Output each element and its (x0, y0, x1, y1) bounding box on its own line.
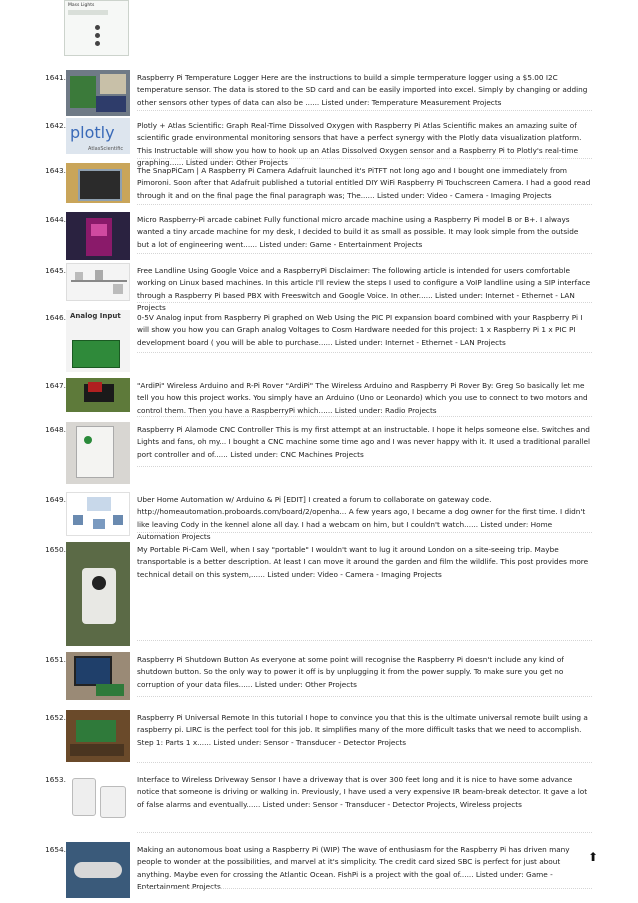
entry-description[interactable]: My Portable Pi-Cam Well, when I say "portable" I wouldn't want to lug it around London on a site-seeing trip. Maybe transportable is a better description. At least I can move it around the garden and film the wildlife. This post provides more technical detail on this system,...... Listed under: Video - Camera - Imaging Projects (137, 545, 589, 579)
divider (137, 466, 592, 467)
entry-thumbnail[interactable] (66, 652, 130, 700)
entry-thumbnail[interactable] (66, 263, 130, 301)
list-item (0, 310, 638, 372)
entry-description[interactable]: Plotly + Atlas Scientific: Graph Real-Time Dissolved Oxygen with Raspberry Pi Atlas Scientific makes an amazing suite of scientific grade environmental monitoring sensors that have a perfect synergy with the Plotly data visualization platform. This Instructable will show you how to hook up an Atlas Dissolved Oxygen sensor and a Raspberry Pi to Plotly's real-time graphing...... Listed under: Other Projects (137, 121, 582, 167)
entry-description[interactable]: Raspberry Pi Temperature Logger Here are the instructions to build a simple termperature logger using a $5.00 I2C temperature sensor. The data is stored to the SD card and can be easily imported into excel. Simply by changing or adding other sensors other types of data can also be ...... Listed under: Temperature Measurement Projects (137, 73, 588, 107)
entry-thumbnail[interactable] (66, 542, 130, 646)
entry-number: 1644. (45, 215, 66, 224)
entry-thumbnail[interactable] (66, 842, 130, 898)
top-partial-thumbnail[interactable] (64, 0, 129, 56)
entry-thumbnail[interactable] (66, 422, 130, 484)
entry-description[interactable]: "ArdiPi" Wireless Arduino and R-Pi Rover "ArdiPi" The Wireless Arduino and Raspberry Pi Rover By: Greg So basically let me tell you how this project works. You simply have an Arduino (Uno or Leonardo) which you use to connect to two motors and control them. Then you have a RaspberryPi which...... Listed under: Radio Projects (137, 381, 588, 415)
divider (137, 416, 592, 417)
entry-thumbnail[interactable] (66, 310, 130, 372)
entry-thumbnail[interactable] (66, 710, 130, 762)
entry-thumbnail[interactable] (66, 772, 130, 836)
list-item (0, 492, 638, 541)
entry-thumbnail[interactable] (66, 378, 130, 412)
scroll-to-top-icon[interactable]: ⬆ (588, 850, 599, 864)
divider (137, 253, 592, 254)
list-item (0, 842, 638, 898)
entry-thumbnail[interactable] (66, 163, 130, 203)
divider (137, 352, 592, 353)
list-item (0, 263, 638, 312)
thumb-caption: AtlasScientific (88, 146, 124, 152)
list-item (0, 542, 638, 646)
thumb-caption: plotly (70, 123, 115, 142)
entry-number: 1653. (45, 775, 66, 784)
entry-thumbnail[interactable] (66, 118, 130, 154)
entry-description[interactable]: The SnapPiCam | A Raspberry Pi Camera Adafruit launched it's PiTFT not long ago and I bought one immediately from Pimoroni. Soon after that Adafruit published a tutorial entitled DIY WiFi Raspberry Pi Touchscreen Camera. I had a good read through it and on the final page the final paragraph was; The...... Listed under: Video - Camera - Imaging Projects (137, 166, 591, 200)
list-item (0, 422, 638, 484)
list-item (0, 163, 638, 205)
entry-number: 1645. (45, 266, 66, 275)
entry-thumbnail[interactable] (66, 212, 130, 260)
entry-description[interactable]: Free Landline Using Google Voice and a RaspberryPi Disclaimer: The following article is intended for users comfortable working on Linux based machines. In this article I'll review the steps I used to configure a VoIP landline using a SIP interface through a Raspberry Pi based PBX with Freeswitch and Google Voice. In other...... Listed under: Internet - Ethernet - LAN Projects (137, 266, 591, 312)
entry-number: 1652. (45, 713, 66, 722)
list-item (0, 378, 638, 420)
list-item (0, 652, 638, 700)
divider (137, 888, 592, 889)
divider (137, 832, 592, 833)
entry-description[interactable]: 0-5V Analog input from Raspberry Pi graphed on Web Using the PIC PI expansion board combined with your Raspberry Pi I will show you how you can Graph analog Voltages to Cosm Hardware needed for this project: 1 x Raspberry Pi 1 x PIC PI development board ( you will be able to purchase...... Listed under: Internet - Ethernet - LAN Projects (137, 313, 583, 347)
entry-thumbnail[interactable] (66, 492, 130, 536)
divider (137, 158, 592, 159)
entry-number: 1643. (45, 166, 66, 175)
divider (137, 532, 592, 533)
divider (137, 696, 592, 697)
entry-description[interactable]: Raspberry Pi Alamode CNC Controller This is my first attempt at an instructable. I hope it helps someone else. Switches and Lights and fans, oh my... I bought a CNC machine some time ago and I was never happy with it. It used a traditional parallel port controller and of...... Listed under: CNC Machines Projects (137, 425, 591, 459)
entry-number: 1647. (45, 381, 66, 390)
entry-number: 1648. (45, 425, 66, 434)
entry-description[interactable]: Interface to Wireless Driveway Sensor I have a driveway that is over 300 feet long and it is nice to have some advance notice that someone is driving or walking in. Previously, I have used a very expensive IR beam-break detector. It gave a lot of false alarms and eventually...... Listed under: Sensor - Transducer - Detector Projects, Wireless projects (137, 775, 588, 809)
entry-number: 1650. (45, 545, 66, 554)
entry-number: 1654. (45, 845, 66, 854)
list-item (0, 710, 638, 762)
entry-description[interactable]: Making an autonomous boat using a Raspberry Pi (WIP) The wave of enthusiasm for the Raspberry Pi has driven many people to wonder at the possibilities, and marvel at it's simplicity. The credit card sized SBC is perfect for just about anything. Maybe even for crossing the Atlantic Ocean. FishPi is a project with the goal of...... Listed under: Game - Entertainment Projects (137, 845, 570, 891)
entry-description[interactable]: Raspberry Pi Universal Remote In this tutorial I hope to convince you that this is the ultimate universal remote built using a raspberry pi. LIRC is the perfect tool for this job. It simplifies many of the more difficult tasks that we need to accomplish. Step 1: Parts 1 x...... Listed under: Sensor - Transducer - Detector Projects (137, 713, 588, 747)
entry-description[interactable]: Uber Home Automation w/ Arduino & Pi [EDIT] I created a forum to collaborate on gateway code. http://homeautomation.proboards.com/board/2/openha... A few years ago, I became a dog owner for the first time. I didn't like leaving Cody in the kennel alone all day. I had a webcam on him, but I couldn't watch...... Listed under: Home Automation Projects (137, 495, 586, 541)
divider (137, 110, 592, 111)
entry-number: 1651. (45, 655, 66, 664)
divider (137, 762, 592, 763)
entry-number: 1642. (45, 121, 66, 130)
thumb-caption-bar (68, 10, 108, 15)
entry-description[interactable]: Raspberry Pi Shutdown Button As everyone at some point will recognise the Raspberry Pi doesn't include any kind of shutdown button. So the only way to power it off is by unplugging it from the power supply. To make sure you get no corruption of your data files...... Listed under: Other Projects (137, 655, 564, 689)
divider (137, 204, 592, 205)
entry-description[interactable]: Micro Raspberry-Pi arcade cabinet Fully functional micro arcade machine using a Raspberry Pi model B or B+. I always wanted a tiny arcade machine for my desk, I decided to build it as small as possible. It may look simple from the outside but a lot of engineering went...... Listed under: Game - Entertainment Projects (137, 215, 579, 249)
thumb-dot (95, 25, 100, 30)
thumb-caption: Mass Lights (68, 3, 95, 8)
thumb-caption: Analog Input (70, 312, 121, 320)
thumb-dot (95, 33, 100, 38)
list-item (0, 772, 638, 836)
thumb-dot (95, 41, 100, 46)
divider (137, 640, 592, 641)
entry-number: 1649. (45, 495, 66, 504)
entry-number: 1646. (45, 313, 66, 322)
entry-number: 1641. (45, 73, 66, 82)
entry-thumbnail[interactable] (66, 70, 130, 116)
divider (137, 302, 592, 303)
